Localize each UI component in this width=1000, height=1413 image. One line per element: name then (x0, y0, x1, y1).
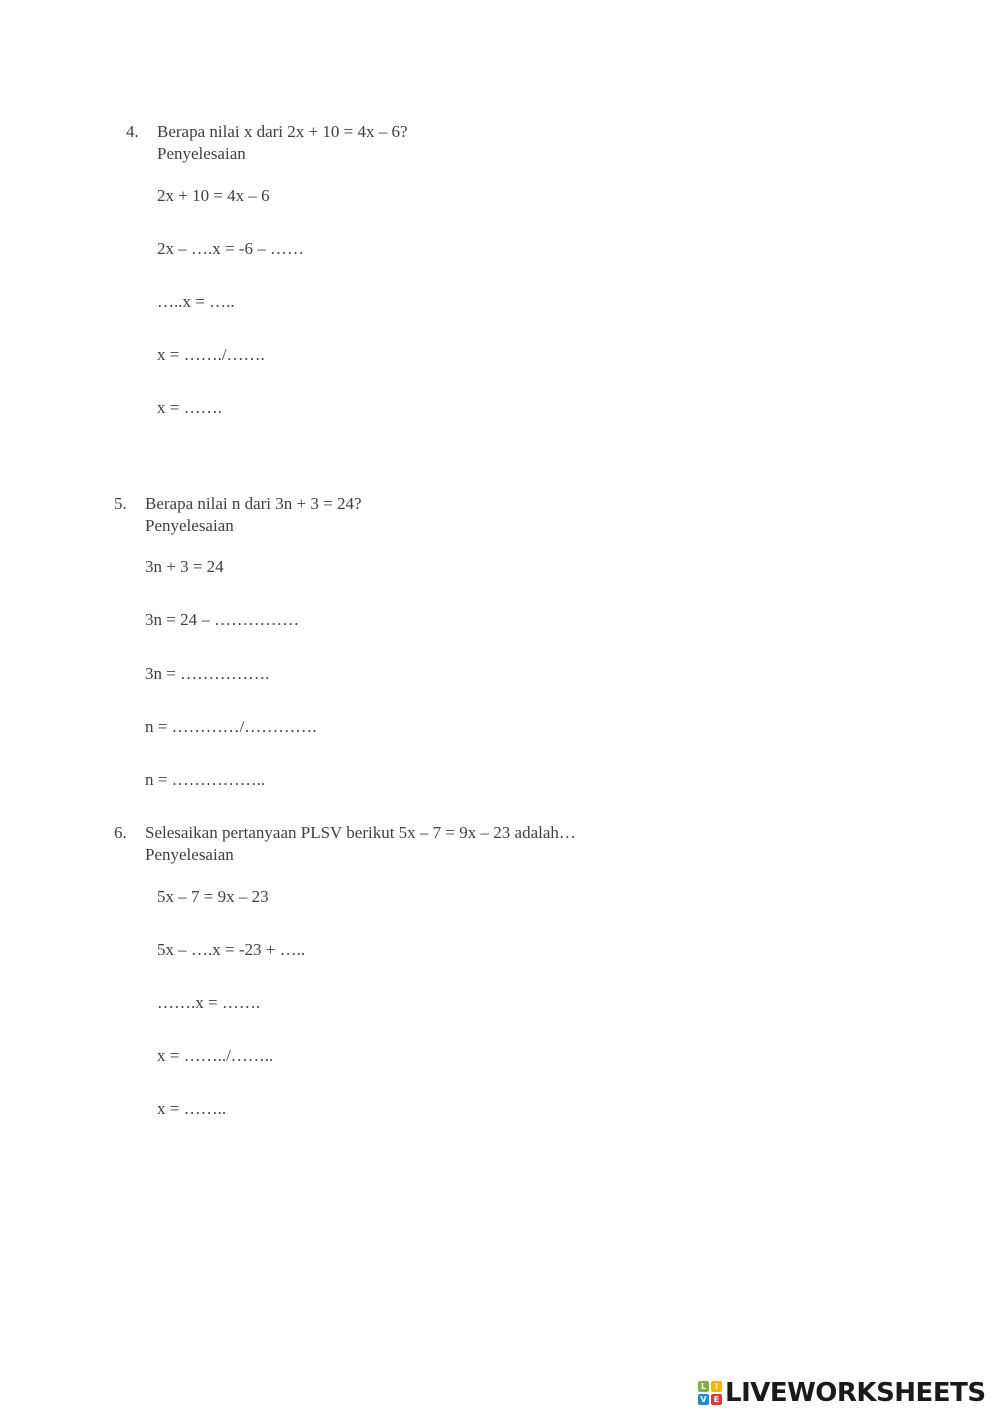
solution-step: x = …….. (157, 1099, 227, 1118)
question-text: Berapa nilai n dari 3n + 3 = 24? (145, 494, 362, 513)
solution-step: x = ……. (157, 398, 222, 417)
solution-heading: Penyelesaian (145, 845, 234, 864)
solution-step: 2x + 10 = 4x – 6 (157, 186, 270, 205)
solution-step: 3n + 3 = 24 (145, 557, 224, 576)
solution-step: 3n = ……………. (145, 664, 270, 683)
solution-step: …….x = ……. (157, 993, 261, 1012)
question-text: Berapa nilai x dari 2x + 10 = 4x – 6? (157, 122, 408, 141)
solution-step: 2x – ….x = -6 – …… (157, 239, 304, 258)
solution-step: 3n = 24 – …………… (145, 610, 300, 629)
solution-heading: Penyelesaian (145, 516, 234, 535)
question-number: 4. (126, 122, 139, 141)
logo-letter-l: L (698, 1381, 709, 1392)
solution-step: n = …………….. (145, 770, 266, 789)
logo-letter-e: E (711, 1394, 722, 1405)
liveworksheets-logo-icon (698, 1381, 722, 1405)
question-number: 6. (114, 823, 127, 842)
logo-letter-i: I (711, 1381, 722, 1392)
solution-step: 5x – 7 = 9x – 23 (157, 887, 269, 906)
solution-step: n = …………/…………. (145, 717, 317, 736)
solution-step: x = ……../…….. (157, 1046, 274, 1065)
question-text: Selesaikan pertanyaan PLSV berikut 5x – 7 = 9x – 23 adalah… (145, 823, 576, 842)
question-number: 5. (114, 494, 127, 513)
solution-step: x = ……./……. (157, 345, 265, 364)
liveworksheets-logo[interactable] (698, 1378, 986, 1408)
solution-step: 5x – ….x = -23 + ….. (157, 940, 306, 959)
logo-letter-v: V (698, 1394, 709, 1405)
solution-step: …..x = ….. (157, 292, 235, 311)
brand-name: LIVEWORKSHEETS (725, 1378, 986, 1408)
solution-heading: Penyelesaian (157, 144, 246, 163)
